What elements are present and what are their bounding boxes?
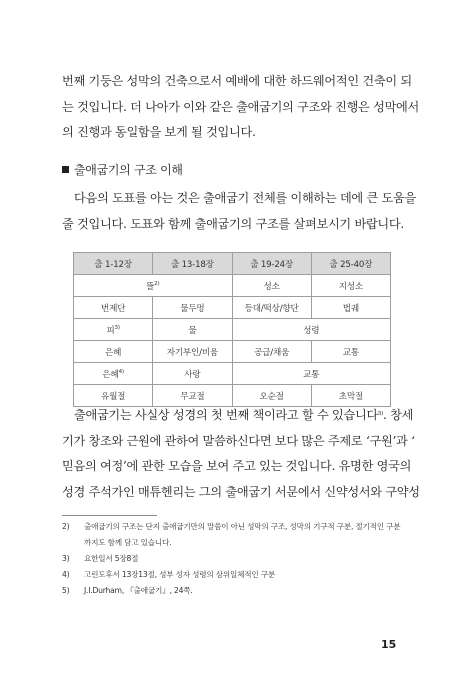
text-line: 출애굽기는 사실상 성경의 첫 번째 책이라고 할 수 있습니다$^{5)}$. 창세 [74, 408, 414, 422]
table-cell: 피$^{3)}$ [74, 319, 153, 341]
exodus-structure-table [73, 252, 391, 407]
footnote-text: 출애굽기의 구조는 단지 출애굽기만의 말씀이 아닌 성막의 구조, 성막의 기구적 구분, 절기적인 구분까지도 함께 담고 있습니다. [84, 522, 401, 547]
table-cell: 지성소 [311, 275, 390, 297]
footnote-divider [62, 515, 157, 516]
footnote-text: 고린도후서 13장13절, 성부 성자 성령의 삼위일체적인 구분 [84, 570, 276, 579]
text-line: 기가 창조와 근원에 관하여 말씀하신다면 보다 많은 주제로 ‘구원’과 ‘ [62, 433, 415, 448]
table-header-cell: 출 13-18장 [153, 253, 232, 275]
footnote-item [62, 583, 402, 599]
paragraph-table-intro [62, 186, 416, 237]
footnote-ref: 3) [114, 324, 120, 331]
table-header-cell: 출 25-40장 [311, 253, 390, 275]
table-cell: 번제단 [74, 297, 153, 319]
text-line: 다음의 도표를 아는 것은 출애굽기 전체를 이해하는 데에 큰 도움을 [74, 191, 416, 205]
text-line: 줄 것입니다. 도표와 함께 출애굽기의 구조를 살펴보시기 바랍니다. [62, 216, 404, 231]
text-line: 의 진행과 동일함을 보게 될 것입니다. [62, 125, 256, 139]
table-cell: 오순절 [232, 385, 311, 407]
table-cell: 은혜$^{4)}$ [74, 363, 153, 385]
table-header-row [74, 253, 391, 275]
table-cell: 초막절 [311, 385, 390, 407]
table-row [74, 319, 391, 341]
square-bullet-icon [62, 166, 69, 173]
footnote-item [62, 551, 402, 567]
footnote-ref: 4) [118, 368, 124, 375]
table-cell: 물두멍 [153, 297, 232, 319]
table-row [74, 363, 391, 385]
section-heading-text: 출애굽기의 구조 이해 [74, 163, 183, 177]
text-line: 성경 주석가인 매튜헨리는 그의 출애굽기 서문에서 신약성서와 구약성 [62, 484, 420, 499]
footnote-ref: 2) [154, 280, 160, 287]
table-cell: 성령 [232, 319, 391, 341]
table-row [74, 275, 391, 297]
table-header-cell: 출 19-24장 [232, 253, 311, 275]
table-cell: 은혜 [74, 341, 153, 363]
footnote-item [62, 519, 402, 551]
paragraph-intro [62, 69, 419, 146]
footnote-number: 5) [62, 586, 70, 595]
paragraph-body [62, 402, 420, 505]
table-cell: 성소 [232, 275, 311, 297]
table-cell: 공급/채움 [232, 341, 311, 363]
table-cell: 물 [153, 319, 232, 341]
footnote-item [62, 567, 402, 583]
table-row [74, 341, 391, 363]
footnote-number: 4) [62, 570, 70, 579]
footnotes [62, 519, 402, 599]
table-cell: 뜰$^{2)}$ [74, 275, 233, 297]
table-cell: 유월절 [74, 385, 153, 407]
page-number: 15 [381, 638, 397, 651]
footnote-text: 요한일서 5장8절 [84, 554, 139, 563]
footnote-text: J.I.Durham, 『출애굽기』, 24쪽. [84, 586, 193, 595]
section-heading [62, 161, 183, 178]
table-cell: 자기부인/비움 [153, 341, 232, 363]
text-line: 믿음의 여정’에 관한 모습을 보여 주고 있는 것입니다. 유명한 영국의 [62, 459, 412, 473]
table-cell: 교통 [232, 363, 391, 385]
table-cell: 등대/떡상/향단 [232, 297, 311, 319]
text-line: 번째 기둥은 성막의 건축으로서 예배에 대한 하드웨어적인 건축이 되 [62, 74, 412, 88]
table-cell: 무교절 [153, 385, 232, 407]
table-header-cell: 출 1-12장 [74, 253, 153, 275]
footnote-ref: 5) [377, 411, 383, 417]
table-row [74, 297, 391, 319]
text-line: 는 것입니다. 더 나아가 이와 같은 출애굽기의 구조와 진행은 성막에서 [62, 99, 419, 114]
table-cell: 법궤 [311, 297, 390, 319]
footnote-number: 3) [62, 554, 70, 563]
table-cell: 교통 [311, 341, 390, 363]
footnote-number: 2) [62, 522, 70, 531]
table-cell: 사랑 [153, 363, 232, 385]
